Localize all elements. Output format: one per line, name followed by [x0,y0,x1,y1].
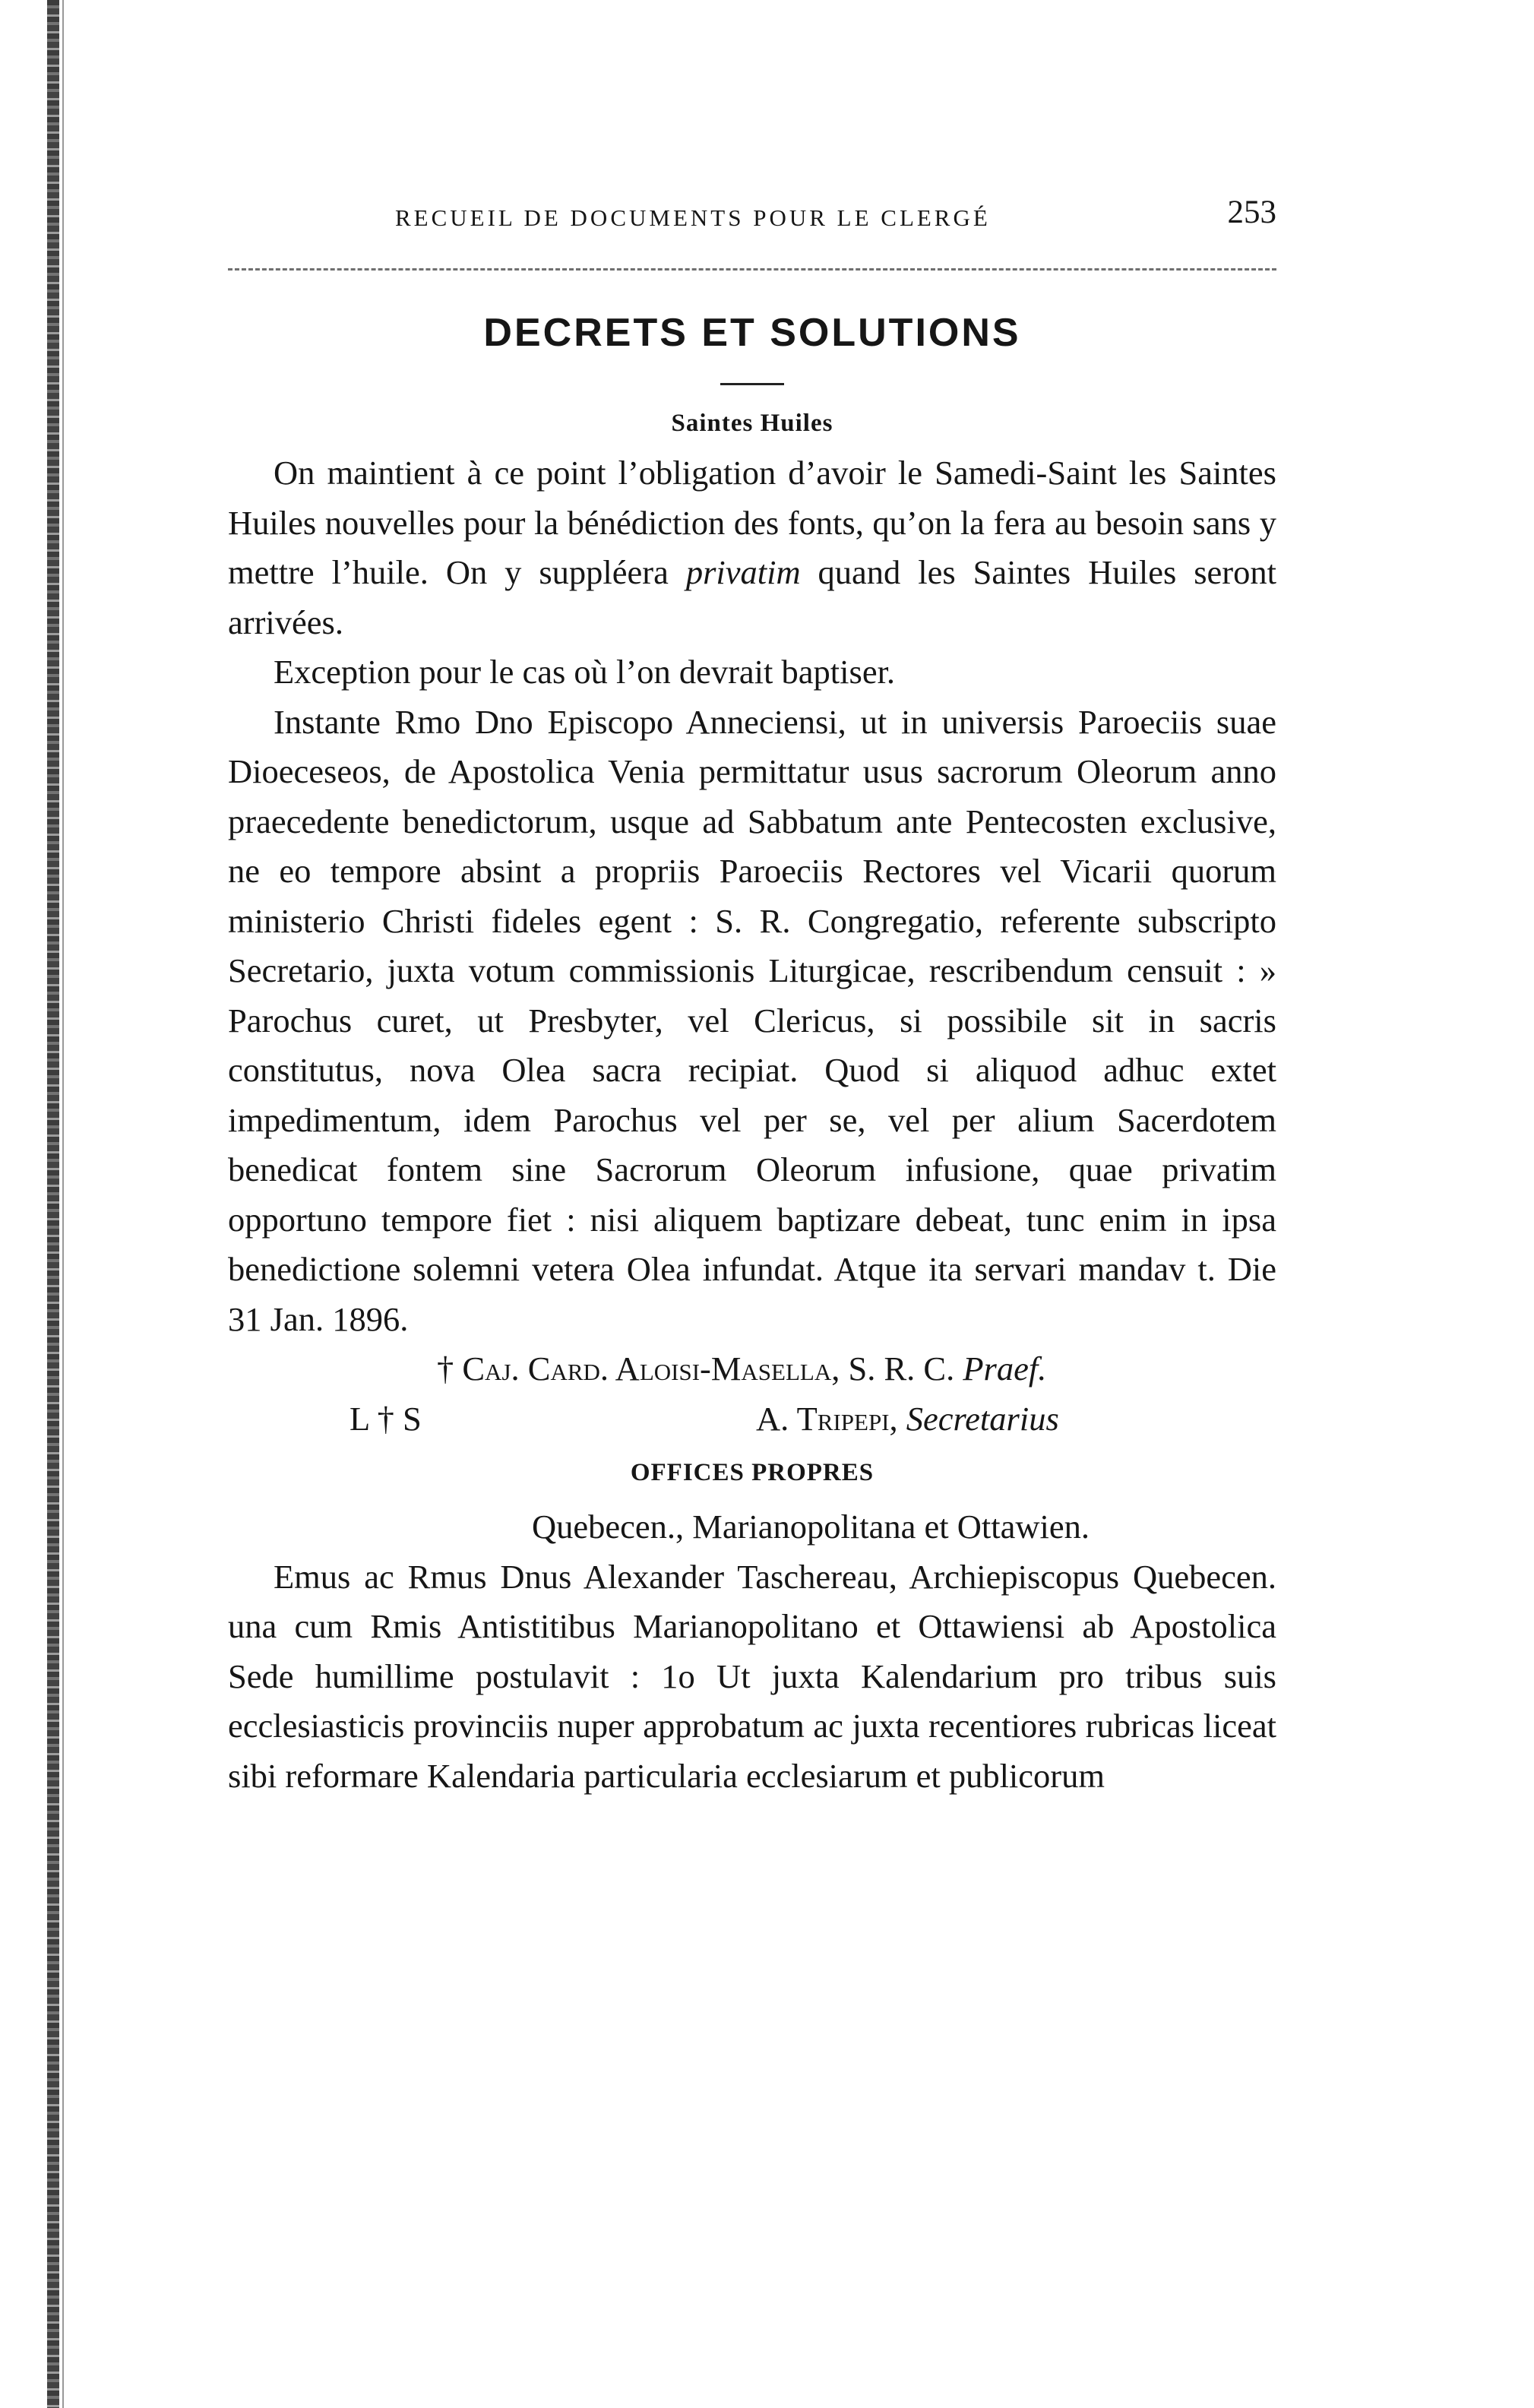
paragraph-obligation [228,448,1276,647]
seal-mark: L † S [349,1399,422,1438]
binding-shadow [62,0,64,2408]
signature-secretary-name: A. Tripepi, [756,1399,906,1438]
paragraph-exception: Exception pour le cas où l’on devrait baptiser. [274,653,896,691]
signature-secretary-title: Secretarius [906,1399,1059,1438]
paragraph-obligation-text-a: On maintient à ce point l’obligation d’avoir le Samedi-Saint les Saintes Huiles nouvelles pour la bénédiction des fonts, qu’on la fera au besoin sans y mettre l’huile. On y suppléera [228,454,1276,591]
header-rule [228,268,1276,271]
title-rule [720,383,784,385]
paragraph-obligation-text-b: quand les Saintes Huiles seront arrivées. [228,553,1276,641]
signature-prefect-name: † Caj. Card. Aloisi-Masella, S. R. C. [437,1350,963,1388]
section-title-saintes-huiles: Saintes Huiles [671,410,833,437]
paragraph-taschereau: Emus ac Rmus Dnus Alexander Taschereau, Archiepiscopus Quebecen. una cum Rmis Antistitibus Marianopolitano et Ottawiensi ab Apostolica Sede humillime postulavit : 1o Ut juxta Kalendarium pro tribus suis ecclesiasticis provinciis nuper approbatum ac juxta recentiores rubricas liceat sibi reformare Kalendaria particularia ecclesiarum et publicorum [228,1557,1276,1795]
book-binding-edge [47,0,59,2408]
page-number: 253 [1227,195,1276,230]
main-title: DECRETS ET SOLUTIONS [483,311,1021,355]
signature-prefect [228,1344,1276,1394]
signature-secretary-line [228,1394,1276,1444]
page [228,194,1276,1801]
running-head [228,194,1276,239]
offices-subtitle: Quebecen., Marianopolitana et Ottawien. [532,1508,1090,1546]
paragraph-decree: Instante Rmo Dno Episcopo Anneciensi, ut in universis Paroeciis suae Dioeceseos, de Apostolica Venia permittatur usus sacrorum Oleorum anno praecedente benedictorum, usque ad Sabbatum ante Pentecosten exclusive, ne eo tempore absint a propriis Paroeciis Rectores vel Vicarii quorum ministerio Christi fideles egent : S. R. Congregatio, referente subscripto Secretario, juxta votum commissionis Liturgicae, rescribendum censuit : » Parochus curet, ut Presbyter, vel Clericus, si possibile sit in sacris constitutus, nova Olea sacra recipiat. Quod si aliquod adhuc extet impedimentum, idem Parochus vel per se, vel per alium Sacerdotem benedicat fontem sine Sacrorum Oleorum infusione, quae privatim opportuno tempore fiet : nisi aliquem baptizare debeat, tunc enim in ipsa benedictione solemni vetera Olea infundat. Atque ita servari mandav t. Die 31 Jan. 1896. [228,702,1276,1338]
section-title-offices-propres: OFFICES PROPRES [630,1459,875,1486]
running-head-title: RECUEIL DE DOCUMENTS POUR LE CLERGÉ [395,204,991,231]
signature-prefect-title: Praef. [963,1350,1047,1388]
paragraph-obligation-italic: privatim [685,553,801,591]
